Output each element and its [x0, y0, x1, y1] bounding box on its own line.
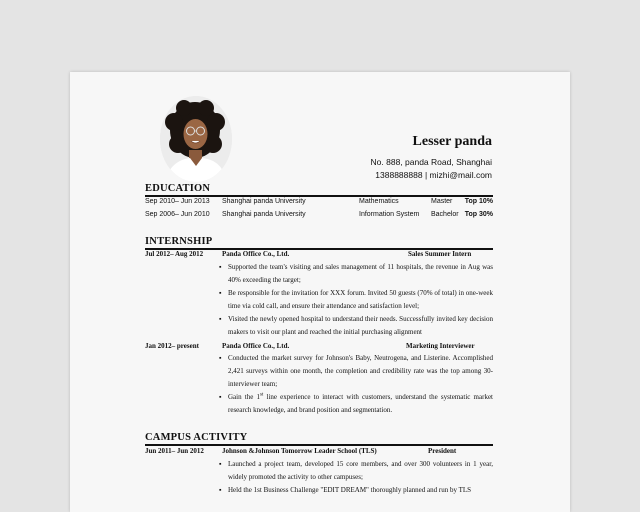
section-title-education: EDUCATION [145, 183, 211, 194]
contact-line [375, 170, 492, 180]
bullet-text: line experience to interact with customers, understand the systematic market research knowledge, and brand position and segmentation. [228, 392, 493, 414]
education-school: Shanghai panda University [222, 211, 306, 218]
bullet-prefix: Gain the 1 [228, 392, 260, 401]
resume-page [70, 72, 570, 512]
education-degree: Master [431, 198, 453, 205]
education-major: Mathematics [359, 198, 399, 205]
bullet-item [219, 391, 493, 417]
ordinal-suffix: st [259, 392, 264, 398]
bullet-item: ▪ Launched a project team, developed 15 core members, and over 300 volunteers in 1 year, widely promoted the activity to other campuses; [219, 458, 493, 484]
profile-photo [160, 96, 232, 182]
section-rule [145, 444, 493, 446]
address: No. 888, panda Road, Shanghai [370, 157, 492, 167]
bullet-item: ▪ Be responsible for the invitation for XXX forum. Invited 50 guests (70% of total) in one-week time via cold call, and ensure their attendance and satisfaction level; [219, 287, 493, 313]
bullet-item: ▪ Conducted the market survey for Johnson's Baby, Neutrogena, and Listerine. Accomplished 2,421 surveys within one month, the completion and credibility rate was the top among 30-interviewer team; [219, 352, 493, 390]
education-period: Sep 2006– Jun 2010 [145, 211, 210, 218]
entry-role: President [428, 447, 457, 455]
education-rank: Top 10% [464, 198, 493, 205]
candidate-name: Lesser panda [412, 134, 492, 149]
phone-number: 1388888888 [375, 170, 423, 180]
entry-period: Jul 2012– Aug 2012 [145, 250, 204, 258]
education-period: Sep 2010– Jun 2013 [145, 198, 210, 205]
entry-role: Sales Summer Intern [408, 250, 472, 258]
section-title-internship: INTERNSHIP [145, 236, 213, 247]
entry-period: Jan 2012– present [145, 342, 199, 350]
entry-organization: Panda Office Co., Ltd. [222, 342, 290, 350]
email-address[interactable]: mizhi@mail.com [429, 170, 492, 180]
bullet-item: ▪ Held the 1st Business Challenge "EDIT DREAM" thoroughly planned and run by TLS [219, 484, 493, 497]
entry-organization: Panda Office Co., Ltd. [222, 250, 290, 258]
education-degree: Bachelor [431, 211, 459, 218]
entry-organization: Johnson &Johnson Tomorrow Leader School (TLS) [222, 447, 377, 455]
section-title-campus-activity: CAMPUS ACTIVITY [145, 432, 248, 443]
bullet-item: ▪ Visited the newly opened hospital to understand their needs. Successfully invited key decision makers to visit our plant and reached the initial purchasing alignment [219, 313, 493, 339]
bullet-list [219, 352, 493, 417]
bullet-item: ▪ Supported the team's visiting and sales management of 11 hospitals, the revenue in Aug was 40% exceeding the target; [219, 261, 493, 287]
education-school: Shanghai panda University [222, 198, 306, 205]
section-rule [145, 195, 493, 197]
bullet-list [219, 458, 493, 498]
contact-separator: | [424, 170, 428, 180]
education-major: Information System [359, 211, 420, 218]
bullet-list [219, 261, 493, 340]
profile-photo-image [160, 96, 232, 182]
education-rank: Top 30% [464, 211, 493, 218]
entry-period: Jun 2011– Jun 2012 [145, 447, 204, 455]
entry-role: Marketing Interviewer [406, 342, 475, 350]
